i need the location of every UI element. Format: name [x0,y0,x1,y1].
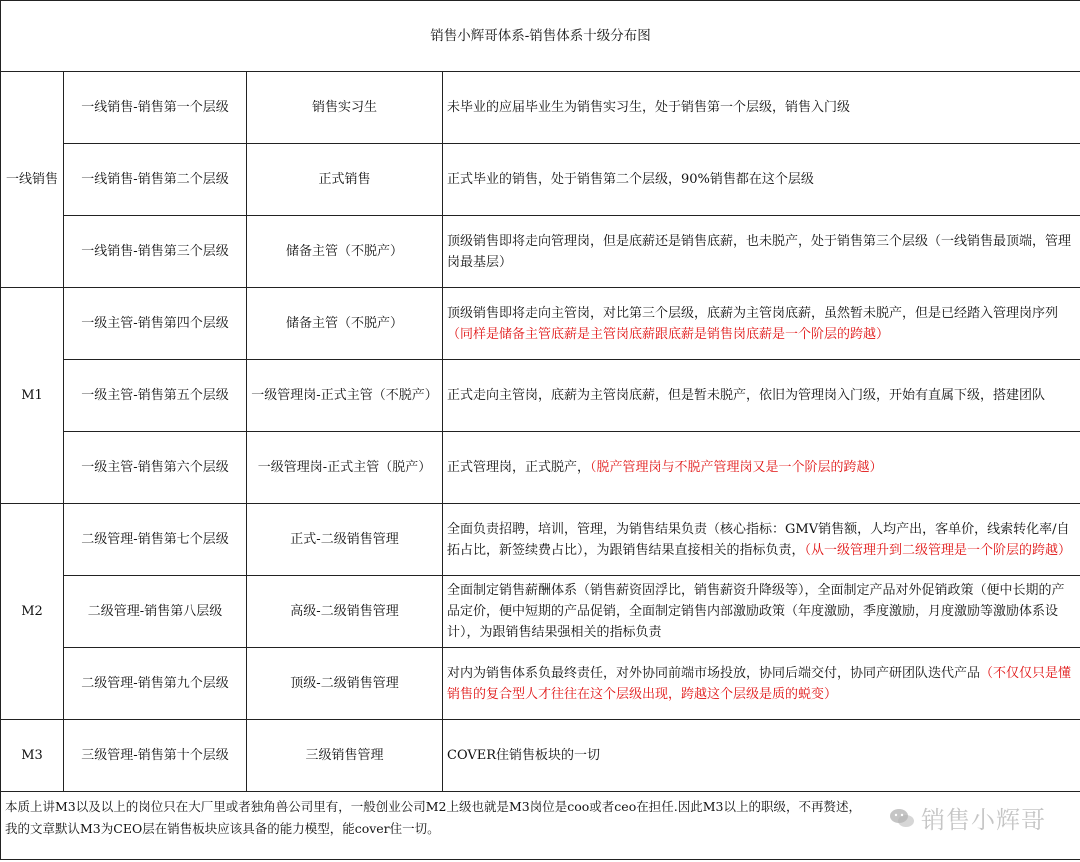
role-cell-6: 一级管理岗-正式主管（脱产） [247,432,443,504]
role-cell-10: 三级销售管理 [247,720,443,792]
watermark [889,800,1046,835]
role-cell-7: 正式-二级销售管理 [247,504,443,576]
desc-note-4: （同样是储备主管底薪是主管岗底薪跟底薪是销售岗底薪是一个阶层的跨越） [447,326,890,342]
group-m2: M2 [1,504,64,720]
desc-text-2: 正式毕业的销售，处于销售第二个层级，90%销售都在这个层级 [447,172,814,187]
desc-cell-6 [443,432,1080,504]
level-cell-1: 一线销售-销售第一个层级 [64,72,247,144]
footer-line-2: 我的文章默认M3为CEO层在销售板块应该具备的能力模型，能cover住一切。 [5,821,440,836]
level-cell-8: 二级管理-销售第八层级 [64,576,247,648]
desc-text-5: 正式走向主管岗，底薪为主管岗底薪，但是暂未脱产，依旧为管理岗入门级，开始有直属下级，搭建团队 [447,388,1046,403]
watermark-text: 销售小辉哥 [921,806,1046,834]
group-m3: M3 [1,720,64,792]
group-m1: M1 [1,288,64,504]
desc-text-6: 正式管理岗，正式脱产， [447,460,591,475]
group-frontline: 一线销售 [1,72,64,288]
desc-note-6: （脱产管理岗与不脱产管理岗又是一个阶层的跨越） [590,460,883,475]
role-cell-1: 销售实习生 [247,72,443,144]
desc-cell-3 [443,216,1080,288]
role-cell-5: 一级管理岗-正式主管（不脱产） [247,360,443,432]
role-cell-2: 正式销售 [247,144,443,216]
desc-text-10: COVER住销售板块的一切 [447,748,601,763]
desc-text-4: 顶级销售即将走向主管岗，对比第三个层级，底薪为主管岗底薪，虽然暂未脱产，但是已经踏入管理岗序列 [447,305,1059,321]
level-cell-4: 一级主管-销售第四个层级 [64,288,247,360]
desc-text-9: 对内为销售体系负最终责任，对外协同前端市场投放，协同后端交付，协同产研团队迭代产品 [447,665,981,681]
level-cell-7: 二级管理-销售第七个层级 [64,504,247,576]
desc-note-9: （不仅仅只是懂销售的复合型人才往往在这个层级出现，跨越这个层级是质的蜕变） [447,665,1072,702]
desc-cell-2 [443,144,1080,216]
desc-text-7: 全面负责招聘，培训，管理，为销售结果负责（核心指标：GMV销售额，人均产出，客单价，线索转化率/自拓占比，新签续费占比），为跟销售结果直接相关的指标负责， [447,521,1070,558]
desc-text-3: 顶级销售即将走向管理岗，但是底薪还是销售底薪，也未脱产，处于销售第三个层级（一线销售最顶端，管理岗最基层） [447,233,1072,270]
level-cell-2: 一线销售-销售第二个层级 [64,144,247,216]
role-cell-8: 高级-二级销售管理 [247,576,443,648]
desc-text-8: 全面制定销售薪酬体系（销售薪资固浮比，销售薪资升降级等），全面制定产品对外促销政策（便中长期的产品定价，便中短期的产品促销，全面制定销售内部激励政策（年度激励，季度激励，月度激励等激励体系设计），为跟销售结果强相关的指标负责 [447,583,1065,640]
desc-cell-7 [443,504,1080,576]
desc-text-1: 未毕业的应届毕业生为销售实习生，处于销售第一个层级，销售入门级 [447,100,851,115]
desc-cell-9 [443,648,1080,720]
desc-cell-5 [443,360,1080,432]
desc-cell-8 [443,576,1080,648]
footer-line-1: 本质上讲M3以及以上的岗位只在大厂里或者独角兽公司里有，一般创业公司M2上级也就是M3岗位是coo或者ceo在担任.因此M3以上的职级，不再赘述， [5,799,861,814]
role-cell-9: 顶级-二级销售管理 [247,648,443,720]
desc-note-7: （从一级管理升到二级管理是一个阶层的跨越） [804,542,1072,558]
level-cell-9: 二级管理-销售第九个层级 [64,648,247,720]
desc-cell-10 [443,720,1080,792]
desc-cell-1 [443,72,1080,144]
desc-cell-4 [443,288,1080,360]
role-cell-3: 储备主管（不脱产） [247,216,443,288]
level-cell-6: 一级主管-销售第六个层级 [64,432,247,504]
role-cell-4: 储备主管（不脱产） [247,288,443,360]
wechat-icon [889,808,915,828]
level-cell-3: 一线销售-销售第三个层级 [64,216,247,288]
level-cell-10: 三级管理-销售第十个层级 [64,720,247,792]
level-cell-5: 一级主管-销售第五个层级 [64,360,247,432]
table-title: 销售小辉哥体系-销售体系十级分布图 [1,1,1080,72]
